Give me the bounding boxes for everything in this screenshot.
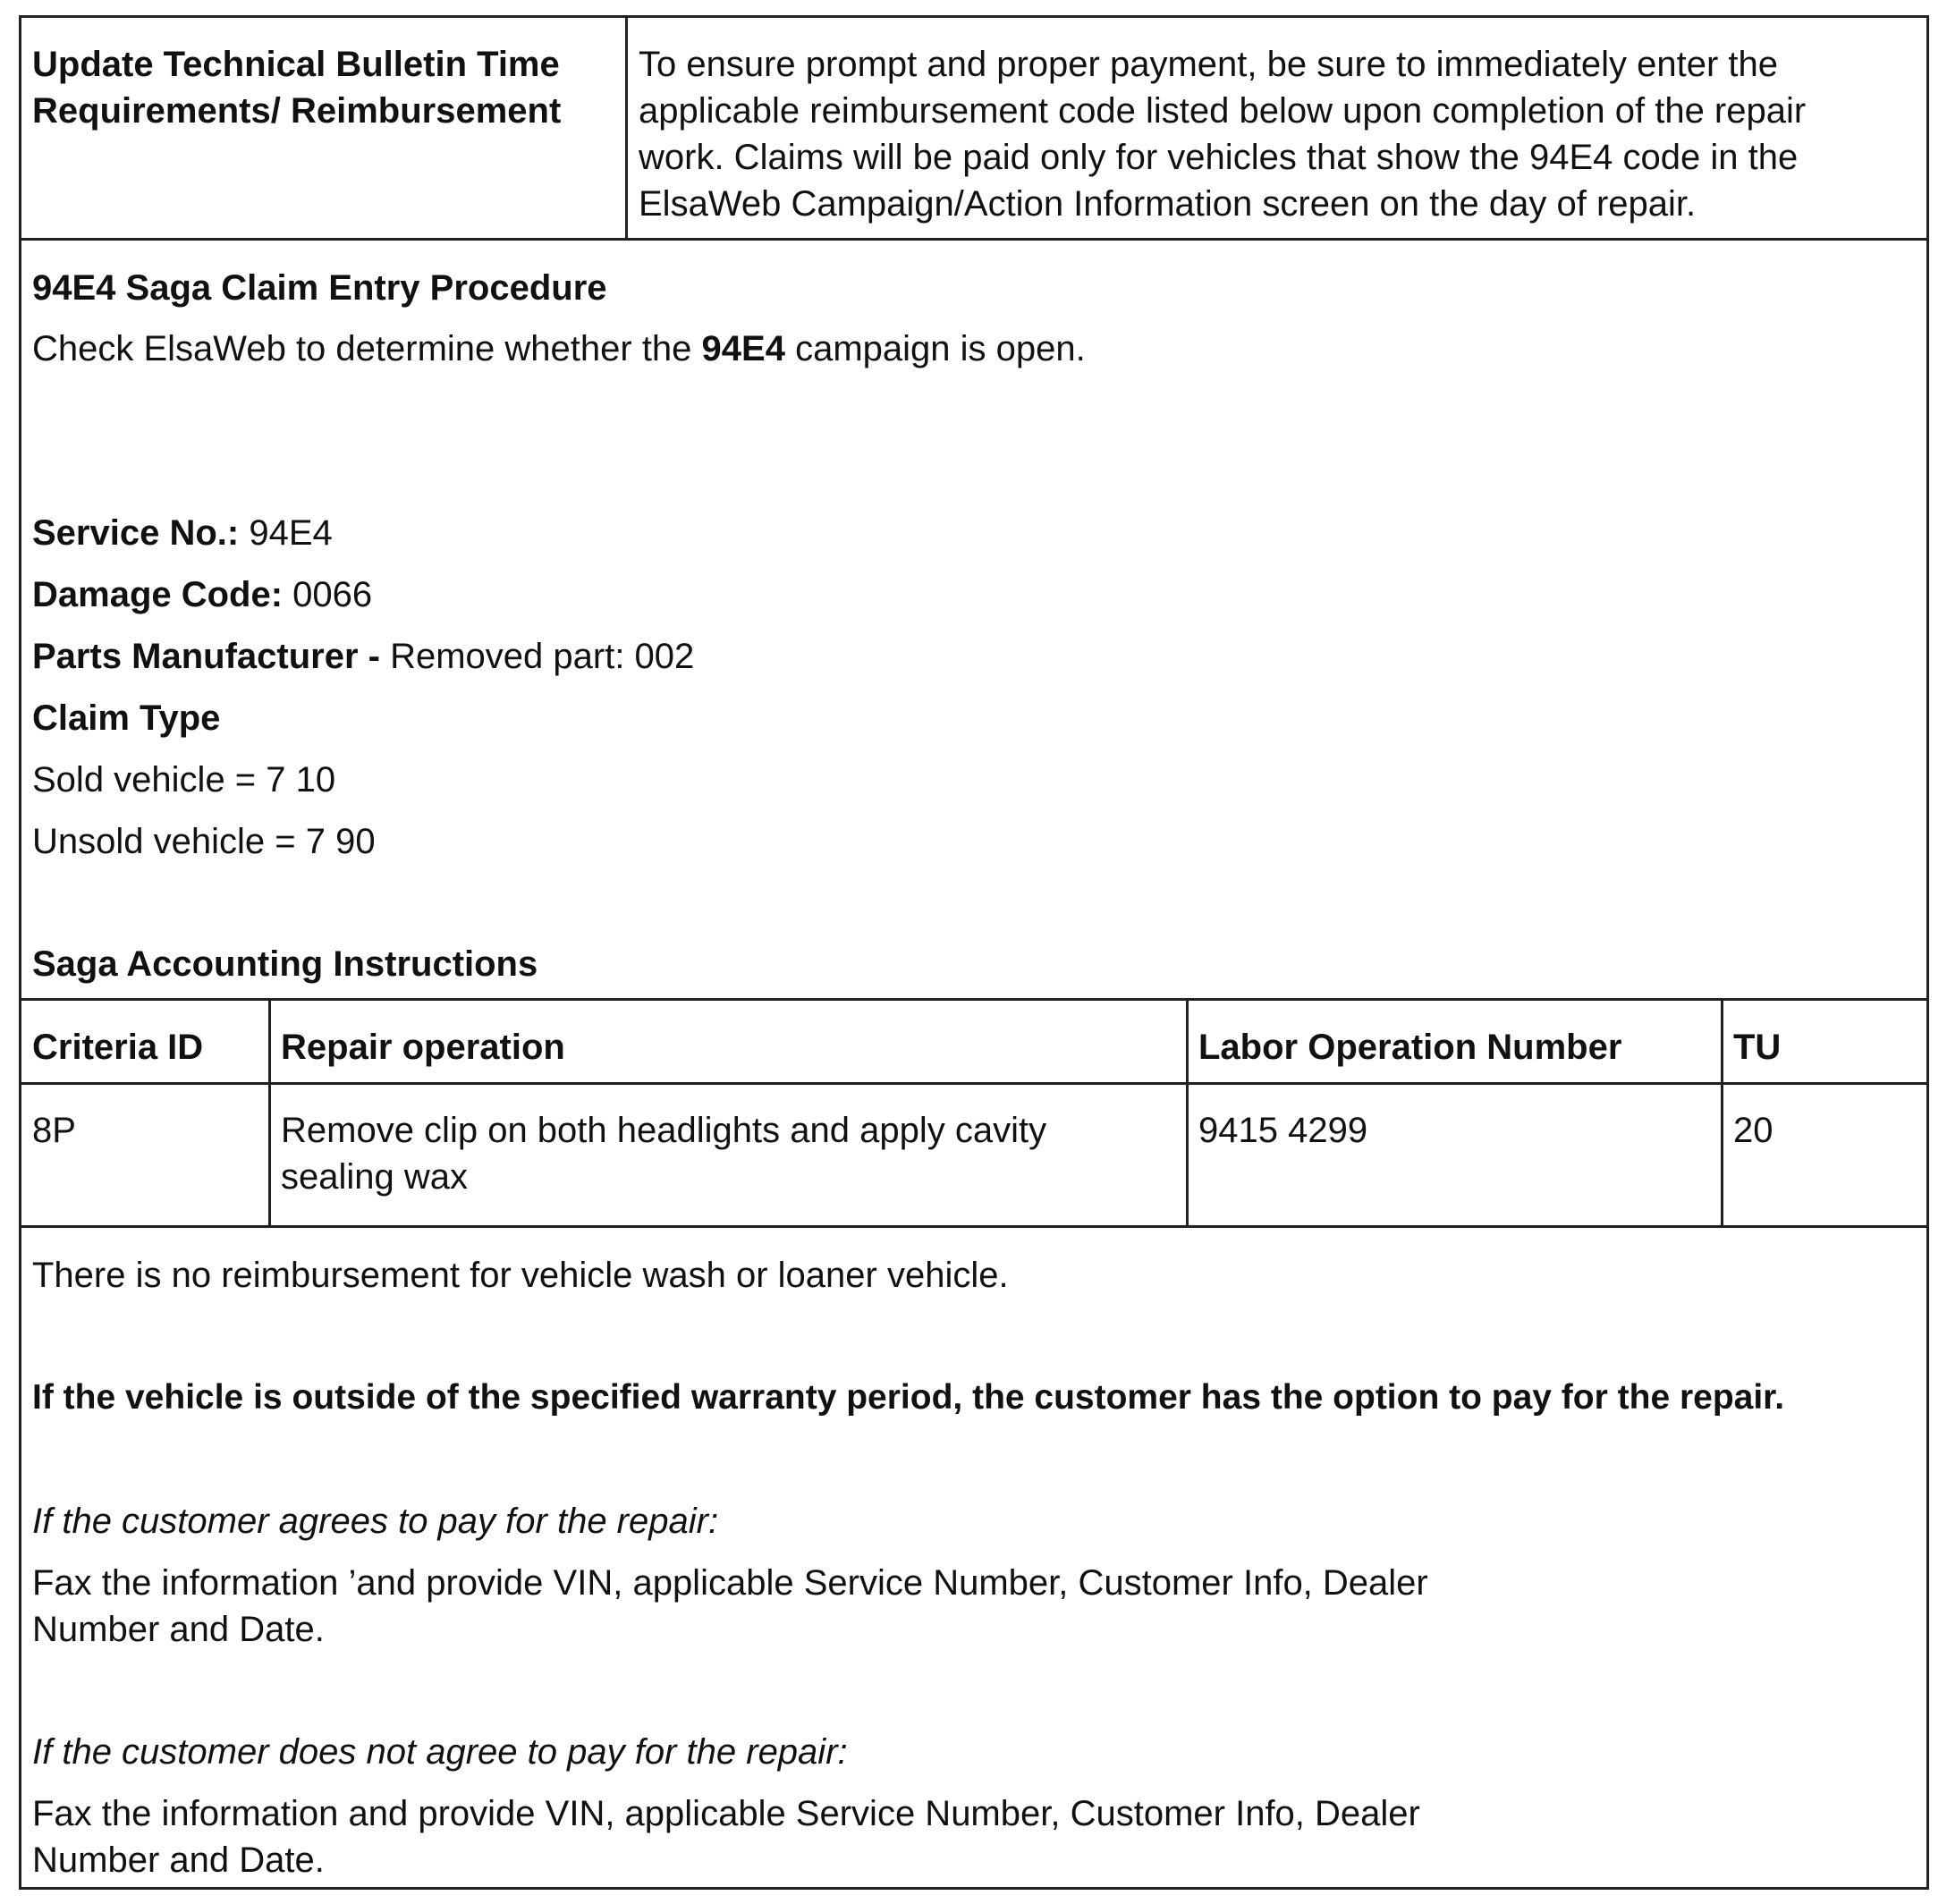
header-divider bbox=[625, 18, 628, 238]
no-reimbursement-note: There is no reimbursement for vehicle wash or loaner vehicle. bbox=[32, 1256, 1009, 1295]
table-col-divider-2 bbox=[1186, 998, 1189, 1228]
service-label: Service No.: bbox=[32, 513, 240, 553]
header-left-line2: Requirements/ Reimbursement bbox=[32, 91, 562, 131]
th-repair-operation: Repair operation bbox=[281, 1028, 565, 1067]
header-right-line1: To ensure prompt and proper payment, be sure to immediately enter the bbox=[639, 45, 1779, 84]
check-code: 94E4 bbox=[701, 329, 785, 368]
td-repair-line1: Remove clip on both headlights and apply cavity bbox=[281, 1111, 1047, 1150]
table-col-divider-3 bbox=[1721, 998, 1723, 1228]
table-col-divider-1 bbox=[268, 998, 271, 1228]
damage-code bbox=[32, 571, 372, 618]
check-pre: Check ElsaWeb to determine whether the bbox=[32, 329, 702, 368]
service-value: 94E4 bbox=[239, 513, 333, 553]
disagrees-line2: Number and Date. bbox=[32, 1841, 325, 1880]
sold-vehicle: Sold vehicle = 7 10 bbox=[32, 760, 336, 800]
table-bottom-rule bbox=[21, 1225, 1926, 1228]
header-bottom-rule bbox=[21, 238, 1926, 241]
parts-value: Removed part: 002 bbox=[379, 637, 695, 676]
check-post: campaign is open. bbox=[784, 329, 1086, 368]
header-right-line2: applicable reimbursement code listed below upon completion of the repair bbox=[639, 91, 1807, 131]
parts-label: Parts Manufacturer - bbox=[32, 637, 380, 676]
procedure-title: 94E4 Saga Claim Entry Procedure bbox=[32, 268, 607, 308]
parts-manufacturer bbox=[32, 633, 694, 680]
table-top-rule bbox=[21, 998, 1926, 1001]
agrees-heading: If the customer agrees to pay for the repair: bbox=[32, 1502, 719, 1541]
header-right-line4: ElsaWeb Campaign/Action Information screen on the day of repair. bbox=[639, 184, 1697, 224]
unsold-vehicle: Unsold vehicle = 7 90 bbox=[32, 822, 376, 861]
td-criteria-id: 8P bbox=[32, 1111, 76, 1150]
td-labor-op: 9415 4299 bbox=[1198, 1111, 1368, 1150]
table-header-rule bbox=[21, 1082, 1926, 1085]
claim-type-label: Claim Type bbox=[32, 698, 221, 738]
th-tu: TU bbox=[1733, 1028, 1782, 1067]
service-no bbox=[32, 510, 333, 556]
accounting-title: Saga Accounting Instructions bbox=[32, 944, 538, 984]
disagrees-line1: Fax the information and provide VIN, applicable Service Number, Customer Info, Dealer bbox=[32, 1794, 1420, 1833]
th-labor-operation-number: Labor Operation Number bbox=[1198, 1028, 1622, 1067]
damage-label: Damage Code: bbox=[32, 575, 284, 614]
agrees-line1: Fax the information ’and provide VIN, applicable Service Number, Customer Info, Dealer bbox=[32, 1563, 1428, 1603]
check-elsaweb-text bbox=[32, 326, 1086, 372]
bulletin-document bbox=[19, 15, 1929, 1890]
agrees-line2: Number and Date. bbox=[32, 1610, 325, 1649]
td-tu: 20 bbox=[1733, 1111, 1773, 1150]
disagrees-heading: If the customer does not agree to pay for the repair: bbox=[32, 1732, 848, 1772]
header-right-line3: work. Claims will be paid only for vehicles that show the 94E4 code in the bbox=[639, 138, 1799, 177]
damage-value: 0066 bbox=[283, 575, 373, 614]
th-criteria-id: Criteria ID bbox=[32, 1028, 204, 1067]
warranty-note: If the vehicle is outside of the specified warranty period, the customer has the option to pay for the repair. bbox=[32, 1378, 1785, 1417]
td-repair-line2: sealing wax bbox=[281, 1157, 469, 1197]
header-left-line1: Update Technical Bulletin Time bbox=[32, 45, 560, 84]
